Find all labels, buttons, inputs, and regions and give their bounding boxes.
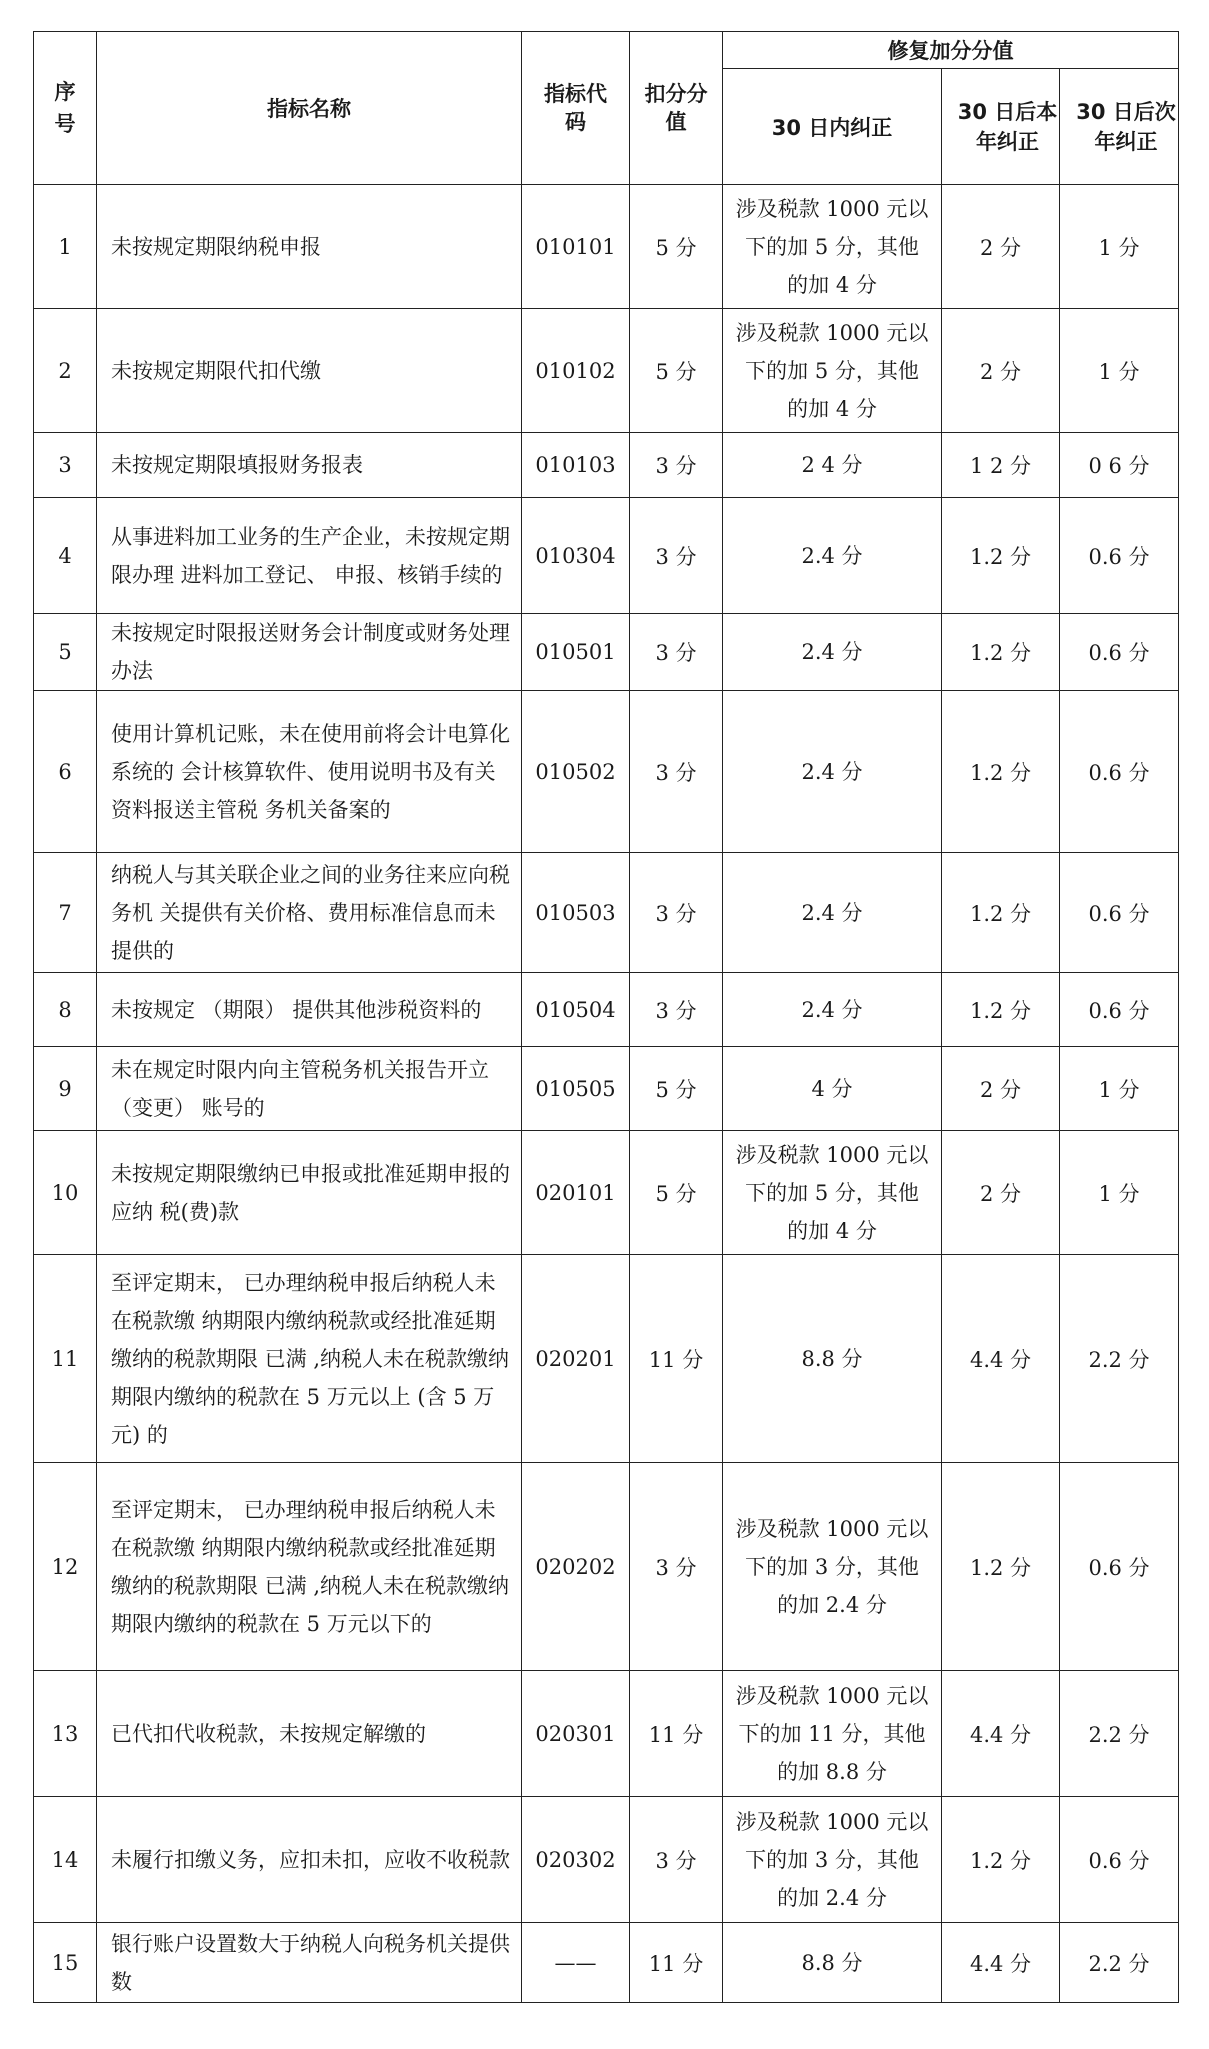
row-indicator-code: 010501 [522,614,630,691]
row-fix-within-30: 8.8 分 [723,1255,942,1463]
row-indicator-code: 010101 [522,185,630,309]
row-indicator-name: 纳税人与其关联企业之间的业务往来应向税务机 关提供有关价格、费用标准信息而未提供的 [97,853,522,973]
row-seq: 13 [34,1671,97,1797]
row-fix-within-30: 涉及税款 1000 元以下的加 11 分，其他的加 8.8 分 [723,1671,942,1797]
row-indicator-name: 未按规定期限代扣代缴 [97,309,522,433]
row-fix-next-year: 0.6 分 [1060,973,1179,1047]
row-indicator-code: 010502 [522,691,630,853]
row-fix-this-year: 1.2 分 [942,691,1060,853]
row-deduct-score: 3 分 [630,614,723,691]
row-indicator-code: 010103 [522,433,630,498]
table-row [34,1047,1179,1131]
row-fix-this-year: 4.4 分 [942,1671,1060,1797]
row-seq: 15 [34,1923,97,2003]
row-indicator-code: 020301 [522,1671,630,1797]
table-row [34,614,1179,691]
table-row [34,1671,1179,1797]
row-fix-next-year: 2.2 分 [1060,1923,1179,2003]
header-after-30-next-year: 30 日后次年纠正 [1060,69,1179,185]
row-fix-within-30: 2.4 分 [723,853,942,973]
row-indicator-name: 从事进料加工业务的生产企业，未按规定期限办理 进料加工登记、 申报、核销手续的 [97,498,522,614]
header-deduct: 扣分分值 [630,32,723,185]
row-indicator-code: 010102 [522,309,630,433]
row-deduct-score: 5 分 [630,1131,723,1255]
row-fix-within-30: 2.4 分 [723,691,942,853]
table-row [34,1131,1179,1255]
row-indicator-code: 010304 [522,498,630,614]
row-seq: 5 [34,614,97,691]
row-seq: 9 [34,1047,97,1131]
row-seq: 7 [34,853,97,973]
row-fix-next-year: 0.6 分 [1060,853,1179,973]
row-deduct-score: 3 分 [630,498,723,614]
table-row [34,973,1179,1047]
row-deduct-score: 5 分 [630,185,723,309]
table-row [34,1797,1179,1923]
table-row [34,1923,1179,2003]
row-seq: 8 [34,973,97,1047]
row-fix-within-30: 涉及税款 1000 元以下的加 3 分，其他的加 2.4 分 [723,1463,942,1671]
row-indicator-name: 使用计算机记账，未在使用前将会计电算化系统的 会计核算软件、使用说明书及有关资料报送主管税 务机关备案的 [97,691,522,853]
row-fix-next-year: 1 分 [1060,1131,1179,1255]
row-indicator-name: 未按规定期限纳税申报 [97,185,522,309]
row-seq: 2 [34,309,97,433]
row-indicator-code: 010505 [522,1047,630,1131]
row-seq: 1 [34,185,97,309]
row-deduct-score: 3 分 [630,691,723,853]
row-seq: 6 [34,691,97,853]
table-row [34,1255,1179,1463]
row-indicator-code: 020201 [522,1255,630,1463]
row-indicator-name: 未按规定期限填报财务报表 [97,433,522,498]
row-fix-next-year: 1 分 [1060,309,1179,433]
row-deduct-score: 5 分 [630,1047,723,1131]
row-fix-this-year: 2 分 [942,1047,1060,1131]
row-fix-this-year: 1.2 分 [942,853,1060,973]
row-indicator-name: 已代扣代收税款，未按规定解缴的 [97,1671,522,1797]
row-fix-within-30: 2.4 分 [723,498,942,614]
row-fix-this-year: 2 分 [942,185,1060,309]
header-seq: 序号 [34,32,97,185]
row-indicator-name: 未按规定 （期限） 提供其他涉税资料的 [97,973,522,1047]
row-fix-this-year: 4.4 分 [942,1923,1060,2003]
row-fix-within-30: 涉及税款 1000 元以下的加 3 分，其他的加 2.4 分 [723,1797,942,1923]
row-fix-within-30: 8.8 分 [723,1923,942,2003]
row-indicator-name: 未按规定期限缴纳已申报或批准延期申报的应纳 税(费)款 [97,1131,522,1255]
row-fix-this-year: 4.4 分 [942,1255,1060,1463]
row-fix-next-year: 2.2 分 [1060,1255,1179,1463]
row-indicator-code: 020101 [522,1131,630,1255]
table-row [34,433,1179,498]
indicator-table [33,31,1179,2003]
row-indicator-name: 未履行扣缴义务，应扣未扣，应收不收税款 [97,1797,522,1923]
header-after-30-this-year: 30 日后本年纠正 [942,69,1060,185]
row-fix-this-year: 1.2 分 [942,498,1060,614]
row-seq: 14 [34,1797,97,1923]
row-seq: 12 [34,1463,97,1671]
row-seq: 4 [34,498,97,614]
row-indicator-code: 020302 [522,1797,630,1923]
row-fix-next-year: 0.6 分 [1060,1797,1179,1923]
row-fix-next-year: 0.6 分 [1060,691,1179,853]
row-deduct-score: 3 分 [630,853,723,973]
table-row [34,309,1179,433]
row-indicator-code: —— [522,1923,630,2003]
row-deduct-score: 11 分 [630,1923,723,2003]
row-deduct-score: 11 分 [630,1255,723,1463]
header-repair-group: 修复加分分值 [723,32,1179,69]
row-fix-within-30: 2.4 分 [723,614,942,691]
row-fix-this-year: 1.2 分 [942,973,1060,1047]
row-fix-next-year: 0.6 分 [1060,498,1179,614]
row-seq: 11 [34,1255,97,1463]
row-indicator-name: 银行账户设置数大于纳税人向税务机关提供数 [97,1923,522,2003]
row-fix-next-year: 1 分 [1060,185,1179,309]
row-fix-this-year: 1 2 分 [942,433,1060,498]
row-fix-within-30: 涉及税款 1000 元以下的加 5 分，其他的加 4 分 [723,185,942,309]
row-indicator-code: 010504 [522,973,630,1047]
header-code: 指标代码 [522,32,630,185]
row-deduct-score: 11 分 [630,1671,723,1797]
row-fix-this-year: 2 分 [942,1131,1060,1255]
row-deduct-score: 3 分 [630,973,723,1047]
row-fix-within-30: 2.4 分 [723,973,942,1047]
row-fix-next-year: 1 分 [1060,1047,1179,1131]
row-fix-next-year: 0.6 分 [1060,1463,1179,1671]
row-fix-within-30: 2 4 分 [723,433,942,498]
table-row [34,691,1179,853]
row-fix-next-year: 0 6 分 [1060,433,1179,498]
row-fix-within-30: 涉及税款 1000 元以下的加 5 分，其他的加 4 分 [723,1131,942,1255]
header-within-30: 30 日内纠正 [723,69,942,185]
row-indicator-name: 未按规定时限报送财务会计制度或财务处理办法 [97,614,522,691]
row-deduct-score: 5 分 [630,309,723,433]
table-row [34,498,1179,614]
row-indicator-name: 至评定期末， 已办理纳税申报后纳税人未在税款缴 纳期限内缴纳税款或经批准延期缴纳的税款期限 已满 ,纳税人未在税款缴纳期限内缴纳的税款在 5 万元以上 (含 5 万元) 的 [97,1255,522,1463]
row-fix-within-30: 4 分 [723,1047,942,1131]
row-fix-next-year: 2.2 分 [1060,1671,1179,1797]
row-deduct-score: 3 分 [630,1463,723,1671]
row-fix-this-year: 1.2 分 [942,1797,1060,1923]
row-seq: 10 [34,1131,97,1255]
row-indicator-code: 010503 [522,853,630,973]
row-indicator-name: 至评定期末， 已办理纳税申报后纳税人未在税款缴 纳期限内缴纳税款或经批准延期缴纳的税款期限 已满 ,纳税人未在税款缴纳期限内缴纳的税款在 5 万元以下的 [97,1463,522,1671]
header-name: 指标名称 [97,32,522,185]
row-fix-within-30: 涉及税款 1000 元以下的加 5 分，其他的加 4 分 [723,309,942,433]
row-fix-this-year: 1.2 分 [942,614,1060,691]
row-fix-this-year: 1.2 分 [942,1463,1060,1671]
table-row [34,853,1179,973]
row-indicator-code: 020202 [522,1463,630,1671]
row-indicator-name: 未在规定时限内向主管税务机关报告开立 （变更） 账号的 [97,1047,522,1131]
row-seq: 3 [34,433,97,498]
table-row [34,1463,1179,1671]
row-deduct-score: 3 分 [630,433,723,498]
row-fix-this-year: 2 分 [942,309,1060,433]
row-fix-next-year: 0.6 分 [1060,614,1179,691]
row-deduct-score: 3 分 [630,1797,723,1923]
table-row [34,185,1179,309]
